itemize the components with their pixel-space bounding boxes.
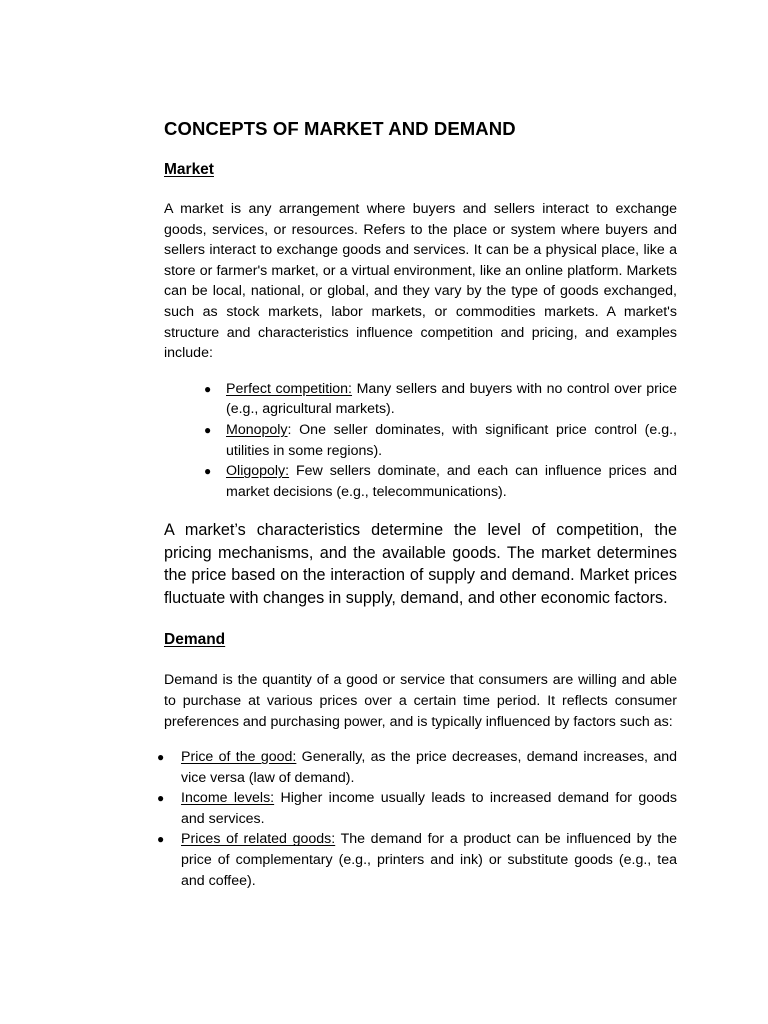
demand-factors-list — [157, 747, 677, 891]
list-item-perfect-competition — [204, 379, 677, 420]
demand-intro-paragraph: Demand is the quantity of a good or service that consumers are willing and able to purchase at various prices over a certain time period. It reflects consumer preferences and purchasing power, and is typically influenced by factors such as: — [164, 672, 677, 730]
term-price-of-good: Price of the good: — [181, 749, 297, 766]
term-related-goods: Prices of related goods: — [181, 831, 336, 848]
market-heading: Market — [164, 161, 214, 178]
page-title: CONCEPTS OF MARKET AND DEMAND — [164, 118, 516, 139]
term-oligopoly: Oligopoly: — [226, 463, 290, 480]
term-perfect-competition: Perfect competition: — [226, 380, 353, 397]
list-item-price-of-good — [157, 747, 677, 788]
market-summary-paragraph: A market’s characteristics determine the level of competition, the pricing mechanisms, and the available goods. The market determines the price based on the interaction of supply and demand. Market prices fluctuate with changes in supply, demand, and other economic factors. — [164, 521, 677, 607]
list-item-income-levels — [157, 788, 677, 829]
term-income-levels: Income levels: — [181, 790, 275, 807]
description-price-of-good: Generally, as the price decreases, demand increases, and vice versa (law of demand). — [181, 749, 677, 786]
description-income-levels: Higher income usually leads to increased demand for goods and services. — [181, 790, 677, 827]
market-types-list — [204, 379, 677, 503]
bullet-icon: ● — [204, 464, 212, 479]
market-intro-paragraph: A market is any arrangement where buyers and sellers interact to exchange goods, services, or resources. Refers to the place or system where buyers and sellers interact to exchange goods and services. It can be a physical place, like a store or farmer's market, or a virtual environment, like an online platform. Markets can be local, national, or global, and they vary by the type of goods exchanged, such as stock markets, labor markets, or commodities markets. A market's structure and characteristics influence competition and pricing, and examples include: — [164, 201, 677, 362]
bullet-icon: ● — [157, 832, 165, 847]
description-oligopoly: Few sellers dominate, and each can influence prices and market decisions (e.g., telecommunications). — [226, 463, 677, 500]
list-item-oligopoly — [204, 461, 677, 502]
description-monopoly: : One seller dominates, with significant price control (e.g., utilities in some regions). — [226, 421, 677, 459]
demand-heading: Demand — [164, 631, 226, 649]
description-perfect-competition: Many sellers and buyers with no control over price (e.g., agricultural markets). — [226, 380, 677, 418]
bullet-icon: ● — [204, 422, 212, 437]
bullet-icon: ● — [157, 750, 165, 765]
description-related-goods: The demand for a product can be influenced by the price of complementary (e.g., printers and ink) or substitute goods (e.g., tea and coffee). — [181, 831, 677, 889]
bullet-icon: ● — [204, 381, 212, 396]
list-item-monopoly — [204, 420, 677, 461]
list-item-related-goods — [157, 829, 677, 891]
bullet-icon: ● — [157, 791, 165, 806]
document-content — [157, 116, 677, 891]
term-monopoly: Monopoly — [226, 421, 288, 438]
